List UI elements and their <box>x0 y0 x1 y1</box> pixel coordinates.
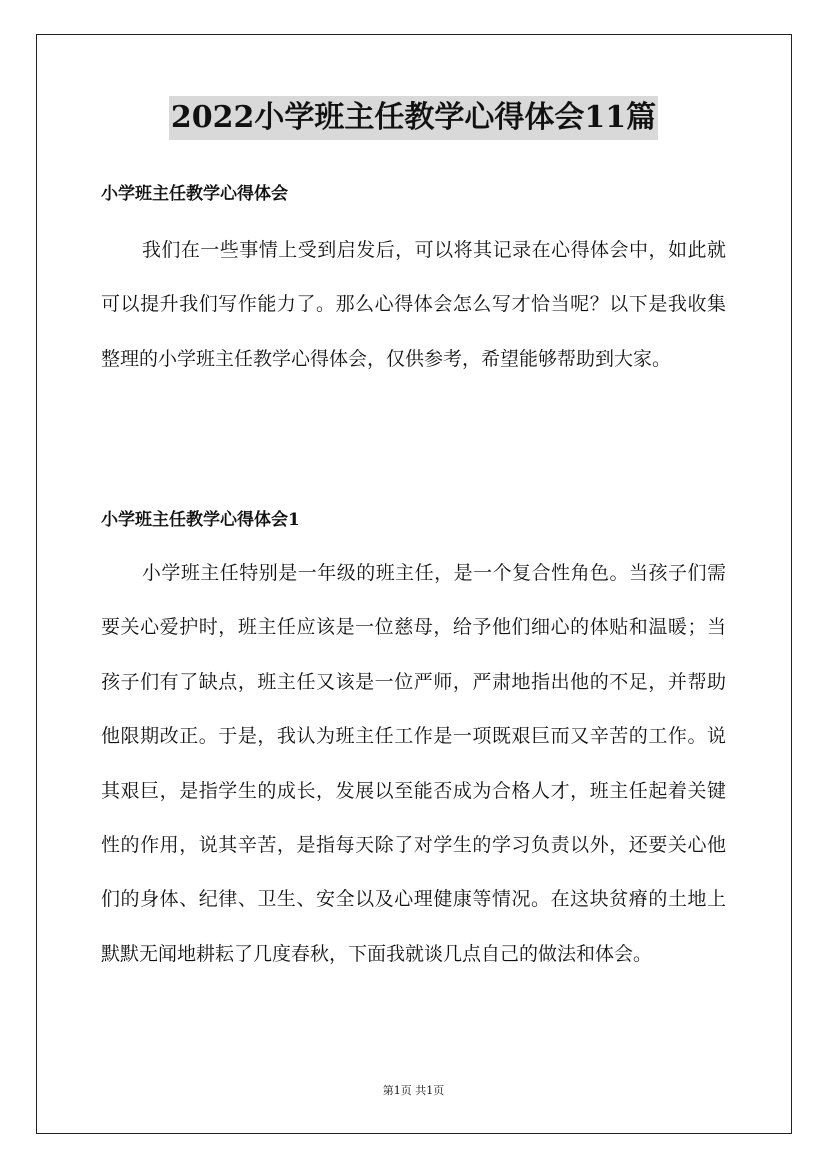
section-1-paragraph: 小学班主任特别是一年级的班主任，是一个复合性角色。当孩子们需要关心爱护时，班主任应该是一位慈母，给予他们细心的体贴和温暖；当孩子们有了缺点，班主任又该是一位严师，严肃地指出他的不足，并帮助他限期改正。于是，我认为班主任工作是一项既艰巨而又辛苦的工作。说其艰巨，是指学生的成长，发展以至能否成为合格人才，班主任起着关键性的作用，说其辛苦，是指每天除了对学生的学习负责以外，还要关心他们的身体、纪律、卫生、安全以及心理健康等情况。在这块贫瘠的土地上默默无闻地耕耘了几度春秋，下面我就谈几点自己的做法和体会。 <box>101 562 726 965</box>
page-number-footer: 第1页 共1页 <box>382 1084 445 1097</box>
document-title-text: 2022小学班主任教学心得体会11篇 <box>169 96 658 140</box>
section-heading-intro: 小学班主任教学心得体会 <box>101 184 288 204</box>
section-heading-1: 小学班主任教学心得体会1 <box>101 510 300 530</box>
document-title <box>0 96 827 140</box>
intro-paragraph: 我们在一些事情上受到启发后，可以将其记录在心得体会中，如此就可以提升我们写作能力了。那么心得体会怎么写才恰当呢？以下是我收集整理的小学班主任教学心得体会，仅供参考，希望能够帮助到大家。 <box>101 239 726 370</box>
